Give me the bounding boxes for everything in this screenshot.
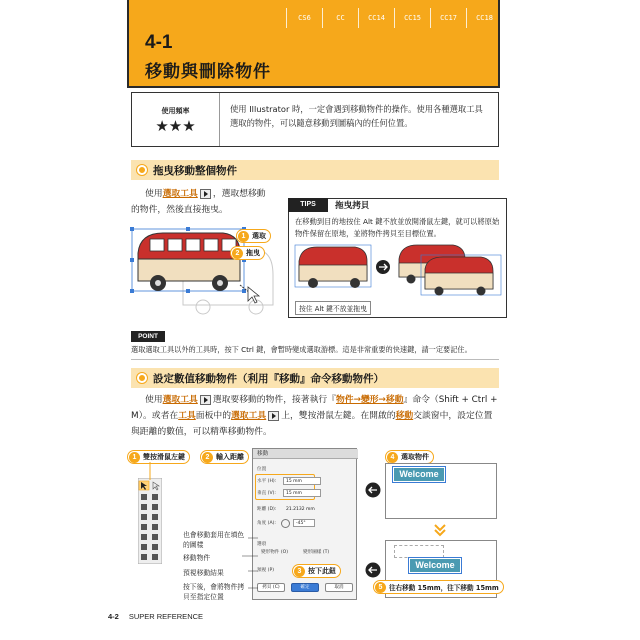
callout-label: 往右移動 15mm，往下移動 15mm <box>389 584 499 592</box>
options-label: 選項 <box>257 542 267 547</box>
chevron-double-down-icon <box>433 523 447 537</box>
callout-label: 選取物件 <box>401 453 429 461</box>
copy-illustration <box>293 241 503 299</box>
frequency-rating <box>132 93 220 146</box>
arrow-left-icon <box>365 562 381 578</box>
frequency-label: 使用頻率 <box>161 106 190 115</box>
body-text: 使用 <box>145 395 163 405</box>
step2-callout <box>200 450 249 464</box>
welcome-object[interactable]: Welcome <box>394 468 444 481</box>
tips-caption: 按住 Alt 鍵不放並拖曳 <box>295 301 371 315</box>
step-number-badge: 5 <box>375 582 386 593</box>
welcome-object-moved[interactable]: Welcome <box>410 559 460 572</box>
point-text: 選取選取工具以外的工具時，按下 Ctrl 鍵，會暫時變成選取游標。這是非常重要的快速鍵，請一定要記住。 <box>131 344 499 360</box>
bullet-dot-icon <box>137 165 147 175</box>
label-copy-note: 按下後，會將物件拷貝至指定位置 <box>183 583 245 601</box>
tips-tag: TIPS <box>288 198 328 212</box>
section-heading-1 <box>131 160 499 180</box>
selection-tool-icon <box>200 189 211 199</box>
menu-path: 物件→變形→移動 <box>335 395 404 405</box>
body-text: 』命令（Shift + Ctrl + M）。或者在 <box>131 395 498 421</box>
frequency-box <box>131 92 499 147</box>
step5-callout <box>373 580 504 594</box>
arrow-left-icon <box>365 482 381 498</box>
callout-pointer-line <box>145 462 155 482</box>
copy-button[interactable]: 拷貝 (C) <box>257 583 285 592</box>
label-move-object: 移動物件 <box>183 554 211 562</box>
book-name: SUPER REFERENCE <box>128 612 204 621</box>
tips-body: 在移動到目的地按住 Alt 鍵不放並放開滑鼠左鍵，就可以將原始物件保留在原地，並將物件拷貝至目標位置。 <box>295 217 500 238</box>
selection-tool-icon <box>200 395 211 405</box>
vertical-input[interactable]: 15 mm <box>283 489 321 497</box>
callout-label: 按下此鈕 <box>308 567 336 575</box>
step-number-badge: 2 <box>232 248 243 259</box>
page-number: 4-2 <box>108 612 119 621</box>
tool-name: 選取工具 <box>162 395 198 405</box>
step-number-badge: 1 <box>129 452 140 463</box>
dialog-title: 移動 <box>253 449 358 459</box>
ok-button[interactable]: 確定 <box>291 583 319 592</box>
angle-dial-icon[interactable] <box>281 519 290 528</box>
panel-name: 工具 <box>178 411 196 421</box>
body-text: 面板中的 <box>195 411 231 421</box>
body-text: 上，雙按滑鼠左鍵。在開啟的 <box>281 411 396 421</box>
page-footer <box>108 612 203 621</box>
section-title: 拖曳移動整個物件 <box>153 164 237 177</box>
transform-objects-checkbox[interactable]: 變形物件 (O) <box>261 550 289 555</box>
section2-body <box>131 392 501 440</box>
step3-callout <box>292 564 341 578</box>
chapter-number: 4-1 <box>145 32 173 53</box>
callout-drag <box>230 246 265 260</box>
vertical-label: 垂直 (V): <box>257 491 276 496</box>
label-also-move: 也會移動套用在填色的圖樣 <box>183 531 245 549</box>
preview-checkbox[interactable]: 預視 (P) <box>257 568 275 573</box>
angle-input[interactable]: -45° <box>293 519 315 527</box>
version-tab: CC18 <box>466 8 502 28</box>
section-heading-2 <box>131 368 499 388</box>
body-text: ，選取想移動的物件，然後直接拖曳。 <box>131 189 266 215</box>
cancel-button[interactable]: 取消 <box>325 583 353 592</box>
step1-callout <box>127 450 190 464</box>
point-tag: POINT <box>131 331 165 342</box>
callout-select <box>236 229 271 243</box>
step-number-badge: 2 <box>202 452 213 463</box>
step-number-badge: 3 <box>294 566 305 577</box>
artboard-before <box>385 463 497 519</box>
distance-label: 距離 (D): <box>257 507 277 512</box>
section-title: 設定數值移動物件（利用『移動』命令移動物件） <box>153 372 384 385</box>
original-position-ghost <box>394 545 444 558</box>
distance-value: 21.2132 mm <box>283 505 321 513</box>
step4-callout <box>385 450 434 464</box>
body-text: 交談窗中，設定位置與距離的數值，可以精準移動物件。 <box>131 411 493 437</box>
horizontal-input[interactable]: 15 mm <box>283 477 321 485</box>
label-preview: 預視移動結果 <box>183 569 224 577</box>
version-tab: CC <box>322 8 358 28</box>
tools-panel[interactable] <box>138 478 162 564</box>
horizontal-label: 水平 (H): <box>257 479 277 484</box>
step-number-badge: 1 <box>238 231 249 242</box>
callout-label: 選取 <box>252 232 266 240</box>
tool-name: 選取工具 <box>231 411 267 421</box>
version-tab: CC14 <box>358 8 394 28</box>
tips-box <box>288 198 507 318</box>
star-rating-icon: ★★★ <box>155 116 196 135</box>
transform-patterns-checkbox[interactable]: 變形圖樣 (T) <box>303 550 330 555</box>
version-tab: CC17 <box>430 8 466 28</box>
label-leader-lines <box>230 530 260 600</box>
callout-label: 拖曳 <box>246 249 260 257</box>
position-label: 位置 <box>257 467 267 472</box>
tips-title: 拖曳拷貝 <box>335 201 370 211</box>
step-number-badge: 4 <box>387 452 398 463</box>
version-tabs <box>129 8 502 28</box>
angle-label: 角度 (A): <box>257 521 276 526</box>
frequency-description: 使用 Illustrator 時，一定會遇到移動物件的操作。使用各種選取工具選取的物件，可以隨意移動到圖稿內的任何位置。 <box>230 104 483 128</box>
chapter-title: 移動與刪除物件 <box>145 62 271 82</box>
callout-label: 雙按滑鼠左鍵 <box>143 453 185 461</box>
bullet-dot-icon <box>137 373 147 383</box>
tool-name: 選取工具 <box>162 189 198 199</box>
body-text: 使用 <box>145 189 163 199</box>
section1-body <box>131 186 271 218</box>
selection-tool-icon <box>268 411 279 421</box>
chapter-header <box>127 0 500 88</box>
body-text: 選取要移動的物件，接著執行『 <box>212 395 336 405</box>
version-tab: CS6 <box>286 8 322 28</box>
dialog-name: 移動 <box>395 411 414 421</box>
version-tab: CC15 <box>394 8 430 28</box>
callout-label: 輸入距離 <box>216 453 244 461</box>
